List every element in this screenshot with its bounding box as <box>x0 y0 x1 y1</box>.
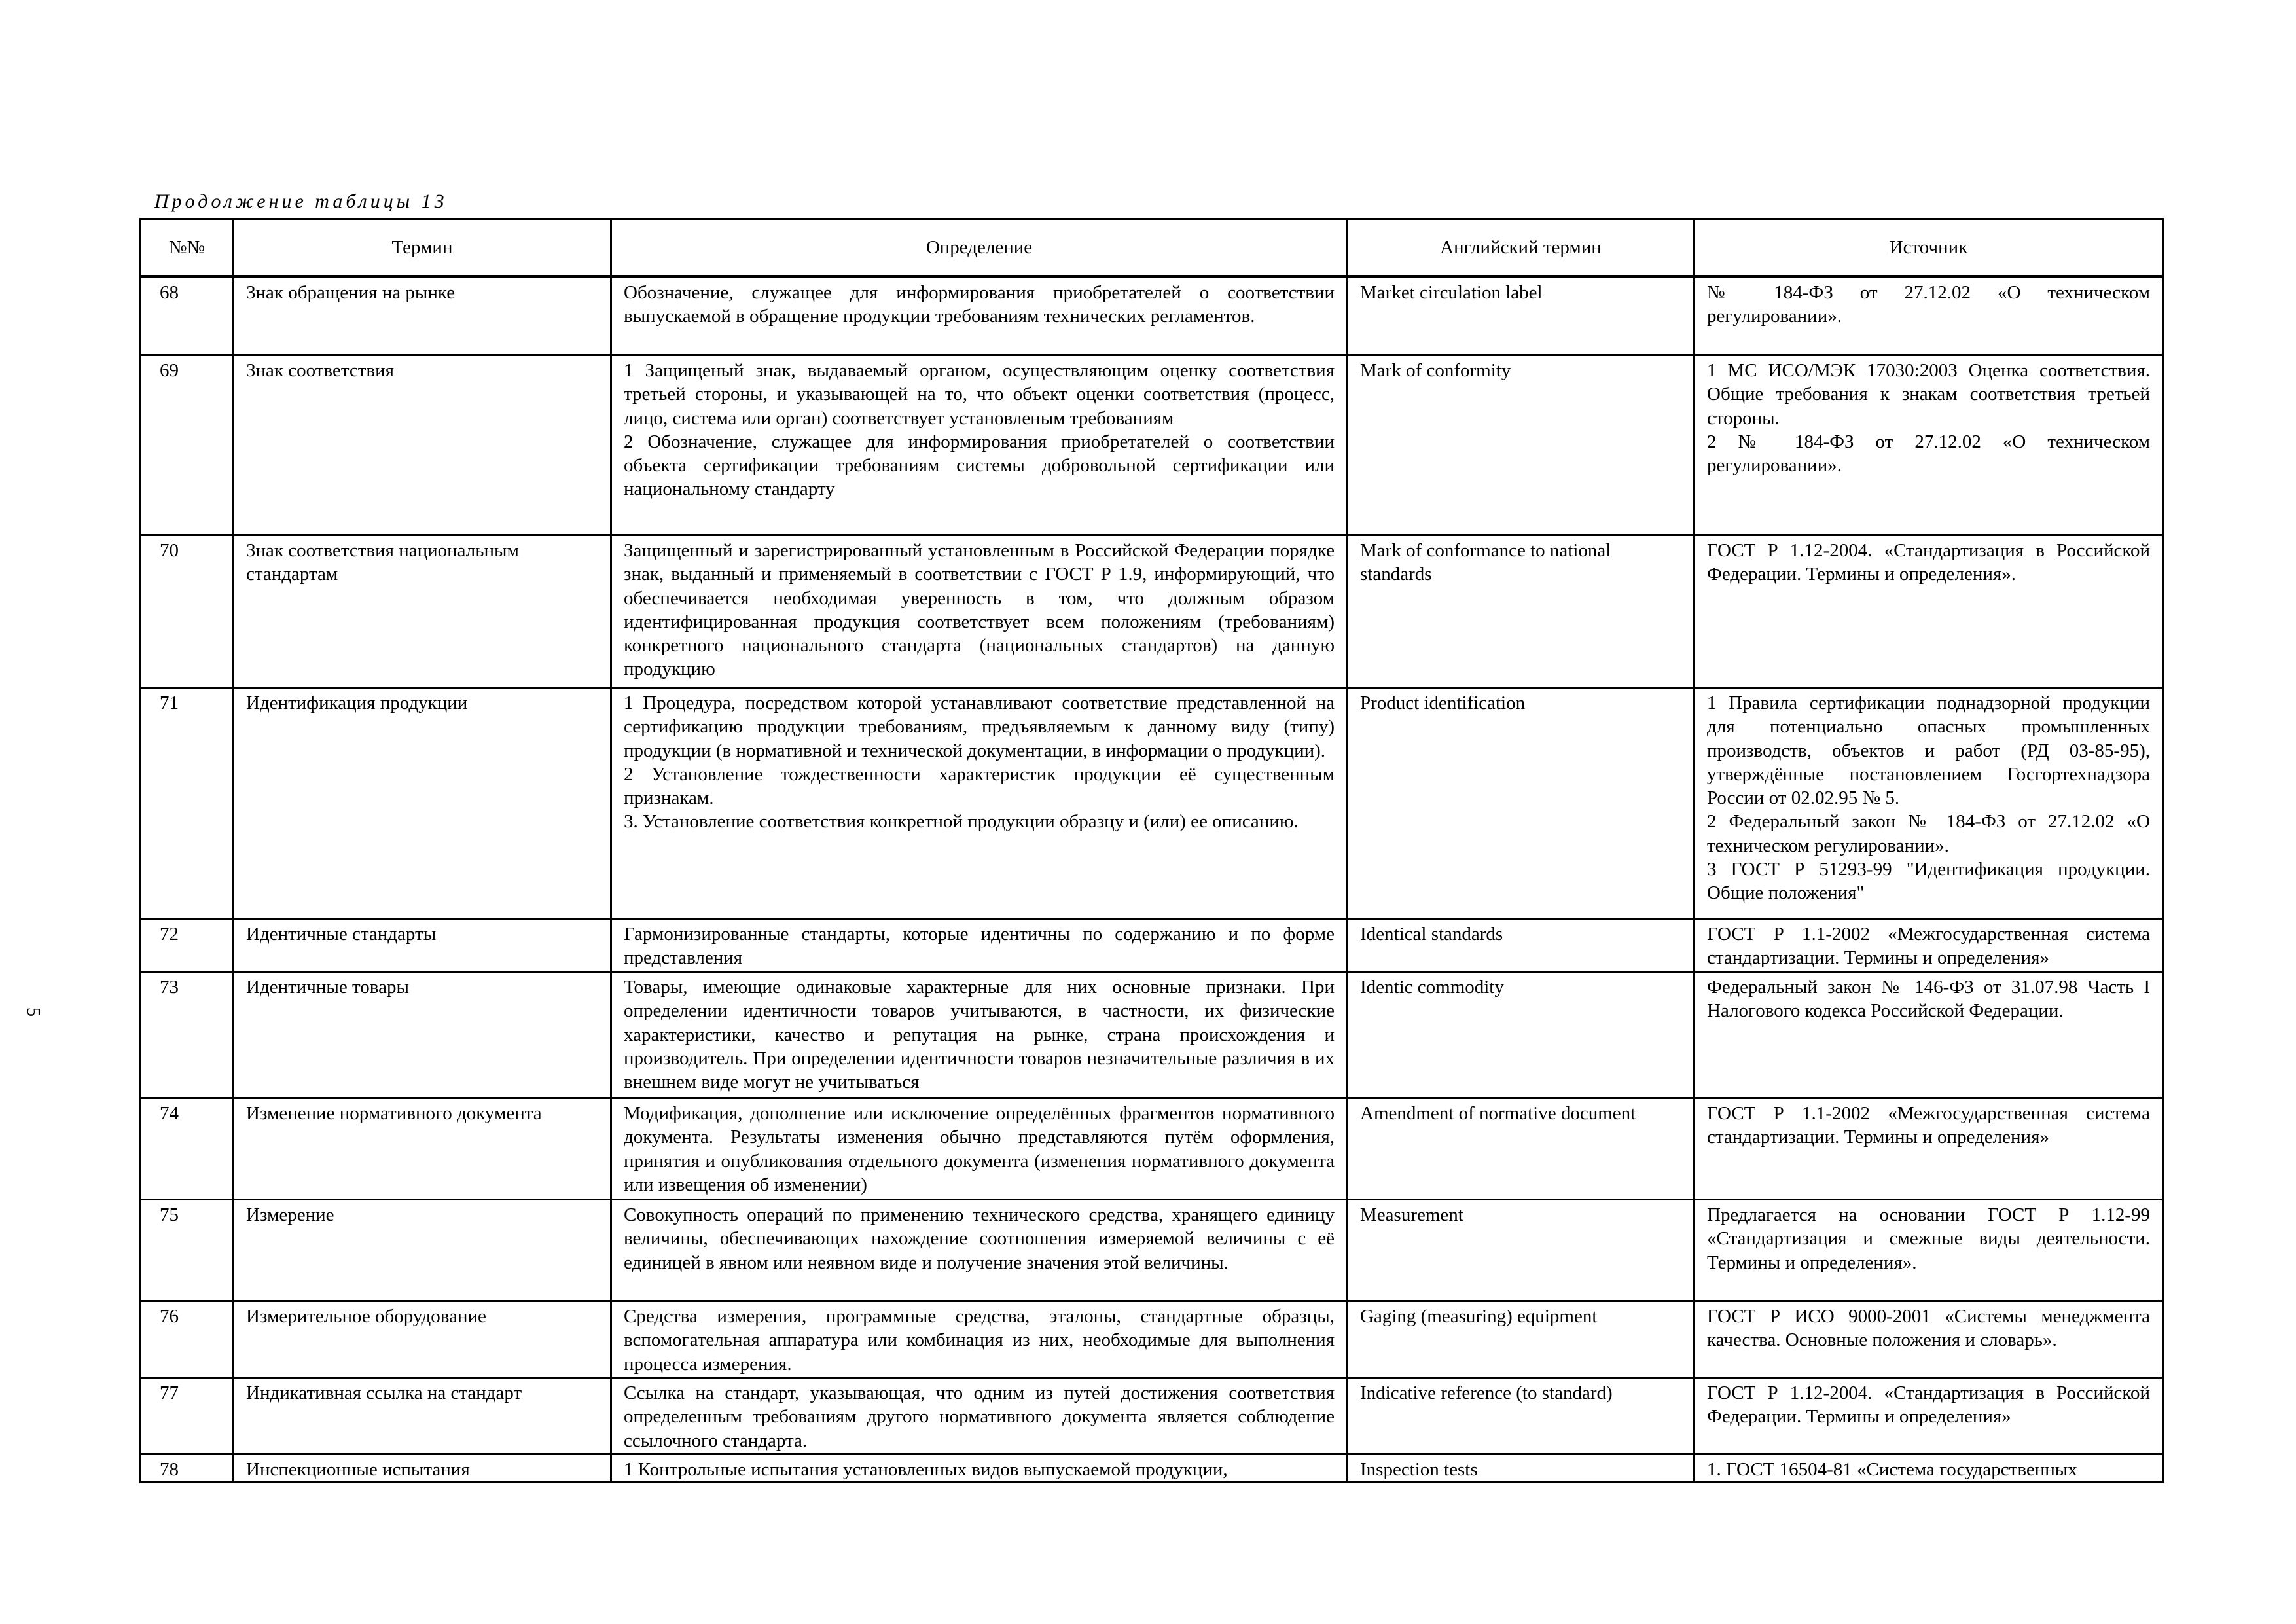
english-term-cell: Measurement <box>1348 1200 1695 1301</box>
table-row <box>141 1378 2163 1454</box>
english-term-cell: Market circulation label <box>1348 277 1695 355</box>
table-row <box>141 355 2163 535</box>
term-cell: Знак обращения на рынке <box>234 277 611 355</box>
definition-cell: 1 Процедура, посредством которой устанавливают соответствие представленной на сертификацию продукции требованиям, предъявляемым к данному виду (типу) продукции (в нормативной и технической документации, в информации о продукции). 2 Установление тождественности характеристик продукции её существенным признакам. 3. Установление соответствия конкретной продукции образцу и (или) ее описанию. <box>611 688 1348 919</box>
definition-cell: Защищенный и зарегистрированный установленным в Российской Федерации порядке знак, выданный и применяемый в соответствии с ГОСТ Р 1.9, информирующий, что обеспечивается необходимая уверенность в том, что должным образом идентифицированная продукция соответствует всем положениям (требованиям) конкретного национального стандарта (национальных стандартов) на данную продукцию <box>611 535 1348 688</box>
table-row <box>141 919 2163 972</box>
english-term-cell: Mark of conformance to national standards <box>1348 535 1695 688</box>
source-cell: ГОСТ Р ИСО 9000-2001 «Системы менеджмента качества. Основные положения и словарь». <box>1695 1301 2163 1378</box>
english-term-cell: Mark of conformity <box>1348 355 1695 535</box>
row-number: 75 <box>141 1200 234 1301</box>
english-term-cell: Gaging (measuring) equipment <box>1348 1301 1695 1378</box>
header-english-term: Английский термин <box>1348 219 1695 277</box>
page-number: 5 <box>23 1007 43 1017</box>
row-number: 73 <box>141 972 234 1098</box>
term-cell: Измерение <box>234 1200 611 1301</box>
term-cell: Идентичные товары <box>234 972 611 1098</box>
term-cell: Инспекционные испытания <box>234 1454 611 1483</box>
definition-cell: 1 Контрольные испытания установленных видов выпускаемой продукции, <box>611 1454 1348 1483</box>
definition-cell: 1 Защищеный знак, выдаваемый органом, осуществляющим оценку соответствия третьей стороны, и указывающей на то, что объект оценки соответствия (процесс, лицо, система или орган) соответствует установленым требованиям 2 Обозначение, служащее для информирования приобретателей о соответствии объекта сертификации требованиям системы добровольной сертификации или национальному стандарту <box>611 355 1348 535</box>
row-number: 78 <box>141 1454 234 1483</box>
source-cell: Федеральный закон № 146-ФЗ от 31.07.98 Часть I Налогового кодекса Российской Федерации. <box>1695 972 2163 1098</box>
table-row <box>141 688 2163 919</box>
table-row <box>141 277 2163 355</box>
table-row <box>141 1301 2163 1378</box>
term-cell: Знак соответствия <box>234 355 611 535</box>
definition-cell: Модификация, дополнение или исключение определённых фрагментов нормативного документа. Результаты изменения обычно представляются путём оформления, принятия и опубликования отдельного документа (изменения нормативного документа или извещения об изменении) <box>611 1098 1348 1200</box>
source-cell: 1. ГОСТ 16504-81 «Система государственных <box>1695 1454 2163 1483</box>
term-cell: Измерительное оборудование <box>234 1301 611 1378</box>
source-cell: ГОСТ Р 1.1-2002 «Межгосударственная система стандартизации. Термины и определения» <box>1695 919 2163 972</box>
definition-cell: Средства измерения, программные средства, эталоны, стандартные образцы, вспомогательная аппаратура или комбинация из них, необходимые для выполнения процесса измерения. <box>611 1301 1348 1378</box>
table-row <box>141 1200 2163 1301</box>
header-term: Термин <box>234 219 611 277</box>
table-row <box>141 1454 2163 1483</box>
english-term-cell: Indicative reference (to standard) <box>1348 1378 1695 1454</box>
english-term-cell: Amendment of normative document <box>1348 1098 1695 1200</box>
table-caption: Продолжение таблицы 13 <box>154 190 448 212</box>
row-number: 74 <box>141 1098 234 1200</box>
definition-cell: Товары, имеющие одинаковые характерные для них основные признаки. При определении идентичности товаров учитываются, в частности, их физические характеристики, качество и репутация на рынке, страна происхождения и производитель. При определении идентичности товаров незначительные различия в их внешнем виде могут не учитываться <box>611 972 1348 1098</box>
header-definition: Определение <box>611 219 1348 277</box>
definition-cell: Совокупность операций по применению технического средства, хранящего единицу величины, обеспечивающих нахождение соотношения измеряемой величины с её единицей в явном или неявном виде и получение значения этой величины. <box>611 1200 1348 1301</box>
english-term-cell: Identic commodity <box>1348 972 1695 1098</box>
term-cell: Идентичные стандарты <box>234 919 611 972</box>
english-term-cell: Identical standards <box>1348 919 1695 972</box>
term-cell: Знак соответствия национальным стандартам <box>234 535 611 688</box>
row-number: 69 <box>141 355 234 535</box>
source-cell: ГОСТ Р 1.1-2002 «Межгосударственная система стандартизации. Термины и определения» <box>1695 1098 2163 1200</box>
english-term-cell: Inspection tests <box>1348 1454 1695 1483</box>
row-number: 76 <box>141 1301 234 1378</box>
source-cell: № 184-ФЗ от 27.12.02 «О техническом регулировании». <box>1695 277 2163 355</box>
term-cell: Идентификация продукции <box>234 688 611 919</box>
row-number: 68 <box>141 277 234 355</box>
source-cell: 1 МС ИСО/МЭК 17030:2003 Оценка соответствия. Общие требования к знакам соответствия третьей стороны. 2 № 184-ФЗ от 27.12.02 «О техническом регулировании». <box>1695 355 2163 535</box>
terms-table <box>139 218 2164 1483</box>
definition-cell: Ссылка на стандарт, указывающая, что одним из путей достижения соответствия определенным требованиям другого нормативного документа является соблюдение ссылочного стандарта. <box>611 1378 1348 1454</box>
row-number: 71 <box>141 688 234 919</box>
definition-cell: Гармонизированные стандарты, которые идентичны по содержанию и по форме представления <box>611 919 1348 972</box>
table-row <box>141 1098 2163 1200</box>
header-number: №№ <box>141 219 234 277</box>
row-number: 77 <box>141 1378 234 1454</box>
table-row <box>141 972 2163 1098</box>
source-cell: ГОСТ Р 1.12-2004. «Стандартизация в Российской Федерации. Термины и определения» <box>1695 1378 2163 1454</box>
header-source: Источник <box>1695 219 2163 277</box>
term-cell: Изменение нормативного документа <box>234 1098 611 1200</box>
source-cell: Предлагается на основании ГОСТ Р 1.12-99 «Стандартизация и смежные виды деятельности. Термины и определения». <box>1695 1200 2163 1301</box>
source-cell: 1 Правила сертификации поднадзорной продукции для потенциально опасных промышленных производств, объектов и работ (РД 03-85-95), утверждённые постановлением Госгортехнадзора России от 02.02.95 № 5. 2 Федеральный закон № 184-ФЗ от 27.12.02 «О техническом регулировании». 3 ГОСТ Р 51293-99 "Идентификация продукции. Общие положения" <box>1695 688 2163 919</box>
source-cell: ГОСТ Р 1.12-2004. «Стандартизация в Российской Федерации. Термины и определения». <box>1695 535 2163 688</box>
row-number: 70 <box>141 535 234 688</box>
definition-cell: Обозначение, служащее для информирования приобретателей о соответствии выпускаемой в обращение продукции требованиям технических регламентов. <box>611 277 1348 355</box>
english-term-cell: Product identification <box>1348 688 1695 919</box>
table-row <box>141 535 2163 688</box>
row-number: 72 <box>141 919 234 972</box>
table-header-row <box>141 219 2163 277</box>
term-cell: Индикативная ссылка на стандарт <box>234 1378 611 1454</box>
